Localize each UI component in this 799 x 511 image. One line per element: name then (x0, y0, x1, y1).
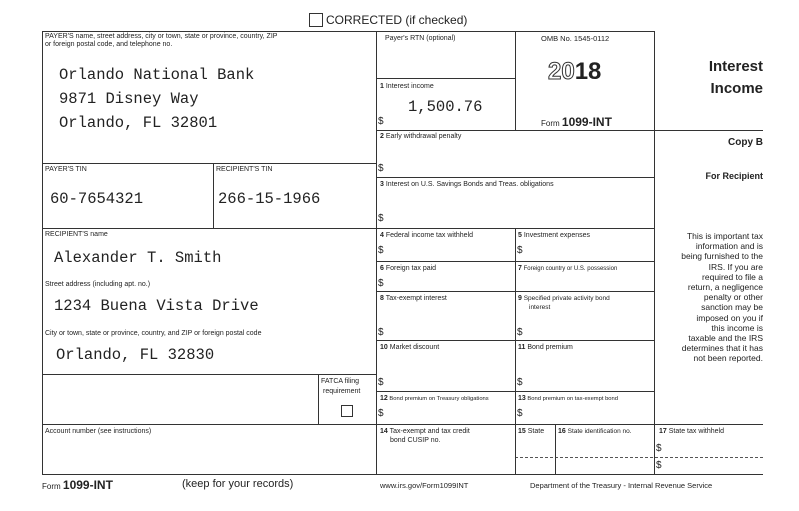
notice-line: imposed on you if (696, 312, 763, 323)
box15-label: 15 State (518, 428, 545, 435)
rule-recipient-top (42, 228, 654, 229)
rule-col-omb-right (654, 31, 655, 424)
for-recipient-label: For Recipient (705, 171, 763, 181)
notice-line: this income is (711, 322, 763, 333)
rule-tin-divider (213, 163, 214, 228)
payer-city[interactable]: Orlando, FL 32801 (59, 114, 218, 132)
box1-value[interactable]: 1,500.76 (408, 98, 483, 116)
notice-line: return, a negligence (687, 282, 763, 293)
tax-year-prefix: 20 (548, 58, 575, 85)
rule-fatca-top (42, 374, 376, 375)
tax-year-suffix: 18 (574, 58, 602, 85)
rule-box4-5-divider (515, 228, 516, 474)
box16-label: 16 State identification no. (558, 428, 632, 435)
recipient-tin-value[interactable]: 266-15-1966 (218, 190, 321, 208)
rule-box2-top (376, 130, 515, 131)
box10-dollar: $ (378, 377, 384, 388)
footer-form-name: Form 1099-INT (42, 478, 113, 492)
form-left-border (42, 31, 43, 474)
payer-header-label-2: or foreign postal code, and telephone no. (45, 41, 173, 48)
box17-dollar-1: $ (656, 443, 662, 454)
box6-label: 6 Foreign tax paid (380, 265, 437, 272)
box9-label-2: interest (529, 304, 551, 311)
footer-url[interactable]: www.irs.gov/Form1099INT (380, 481, 469, 490)
rtn-label: Payer's RTN (optional) (385, 35, 456, 42)
box7-label: 7 Foreign country or U.S. possession (518, 265, 618, 272)
rule-col-payer-right (376, 31, 377, 474)
recipient-name-label: RECIPIENT'S name (45, 231, 108, 238)
rule-box16-17-divider (654, 424, 655, 474)
box1-label: 1 Interest income (380, 83, 434, 90)
account-label: Account number (see instructions) (45, 428, 152, 435)
box17-label: 17 State tax withheld (659, 428, 725, 435)
notice-line: information and is (695, 241, 763, 252)
rule-box3-top (376, 177, 654, 178)
footer-dept: Department of the Treasury - Internal Revenue Service (530, 481, 713, 490)
recipient-city-label: City or town, state or province, country, and ZIP or foreign postal code (45, 330, 262, 337)
box10-label: 10 Market discount (380, 344, 440, 351)
notice-line: This is important tax (686, 231, 763, 241)
box3-dollar: $ (378, 213, 384, 224)
form-title-line1: Interest (708, 58, 763, 75)
copy-b-label: Copy B (728, 137, 763, 148)
fatca-label-2: requirement (323, 388, 361, 395)
form-top-border (42, 31, 654, 32)
omb-label: OMB No. 1545-0112 (541, 34, 610, 43)
box13-dollar: $ (517, 408, 523, 419)
recipient-city[interactable]: Orlando, FL 32830 (56, 346, 215, 364)
box3-label: 3 Interest on U.S. Savings Bonds and Treas. obligations (380, 181, 554, 188)
rule-box1-top (376, 78, 515, 79)
recipient-street-label: Street address (including apt. no.) (45, 281, 151, 288)
footer-keep: (keep for your records) (182, 478, 294, 490)
box12-dollar: $ (378, 408, 384, 419)
recipient-name[interactable]: Alexander T. Smith (54, 249, 222, 267)
notice-line: taxable and the IRS (688, 333, 763, 344)
notice-text (656, 231, 763, 364)
rule-fatca-left (318, 374, 319, 424)
recipient-tin-label: RECIPIENT'S TIN (216, 166, 273, 173)
box4-dollar: $ (378, 245, 384, 256)
notice-line: not been reported. (693, 353, 763, 364)
box11-dollar: $ (517, 377, 523, 388)
box12-label: 12 Bond premium on Treasury obligations (380, 395, 489, 402)
notice-line: required to file a (702, 271, 763, 282)
rule-state-dashed-1 (515, 457, 763, 458)
corrected-checkbox[interactable] (309, 13, 323, 27)
notice-line: being furnished to the (681, 251, 763, 262)
notice-line: determines that it has (681, 343, 763, 354)
box13-label: 13 Bond premium on tax-exempt bond (518, 395, 618, 402)
omb-form-name: Form 1099-INT (541, 115, 612, 129)
box11-label: 11 Bond premium (518, 344, 573, 351)
notice-line: IRS. If you are (708, 261, 763, 272)
box5-label: 5 Investment expenses (518, 232, 591, 239)
rule-copyb-top (654, 130, 763, 131)
box9-dollar: $ (517, 327, 523, 338)
payer-tin-value[interactable]: 60-7654321 (50, 190, 144, 208)
box1-dollar: $ (378, 116, 384, 127)
rule-box15-16-divider (555, 424, 556, 474)
box8-dollar: $ (378, 327, 384, 338)
tax-year (548, 58, 601, 86)
box2-dollar: $ (378, 163, 384, 174)
rule-col-rtn-right (515, 31, 516, 130)
box2-label: 2 Early withdrawal penalty (380, 133, 462, 140)
fatca-label-1: FATCA filing (321, 378, 359, 385)
form-title-line2: Income (710, 80, 763, 97)
box14-label-2: bond CUSIP no. (390, 437, 441, 444)
box14-label-1: 14 Tax-exempt and tax credit (380, 428, 470, 435)
payer-header-label: PAYER'S name, street address, city or town, state or province, country, ZIP (45, 33, 278, 40)
corrected-label: CORRECTED (if checked) (326, 13, 468, 27)
box8-label: 8 Tax-exempt interest (380, 295, 447, 302)
box6-dollar: $ (378, 278, 384, 289)
box5-dollar: $ (517, 245, 523, 256)
recipient-street[interactable]: 1234 Buena Vista Drive (54, 297, 259, 315)
form-bottom-border (42, 474, 763, 475)
box17-dollar-2: $ (656, 460, 662, 471)
payer-street[interactable]: 9871 Disney Way (59, 90, 199, 108)
payer-name[interactable]: Orlando National Bank (59, 66, 255, 84)
fatca-checkbox[interactable] (341, 405, 353, 417)
box4-label: 4 Federal income tax withheld (380, 232, 474, 239)
notice-line: penalty or other (703, 292, 763, 303)
rule-tin-top (42, 163, 376, 164)
payer-tin-label: PAYER'S TIN (45, 166, 87, 173)
rule-omb-bottom (515, 130, 654, 131)
box9-label-1: 9 Specified private activity bond (518, 295, 610, 302)
notice-line: sanction may be (701, 302, 763, 313)
